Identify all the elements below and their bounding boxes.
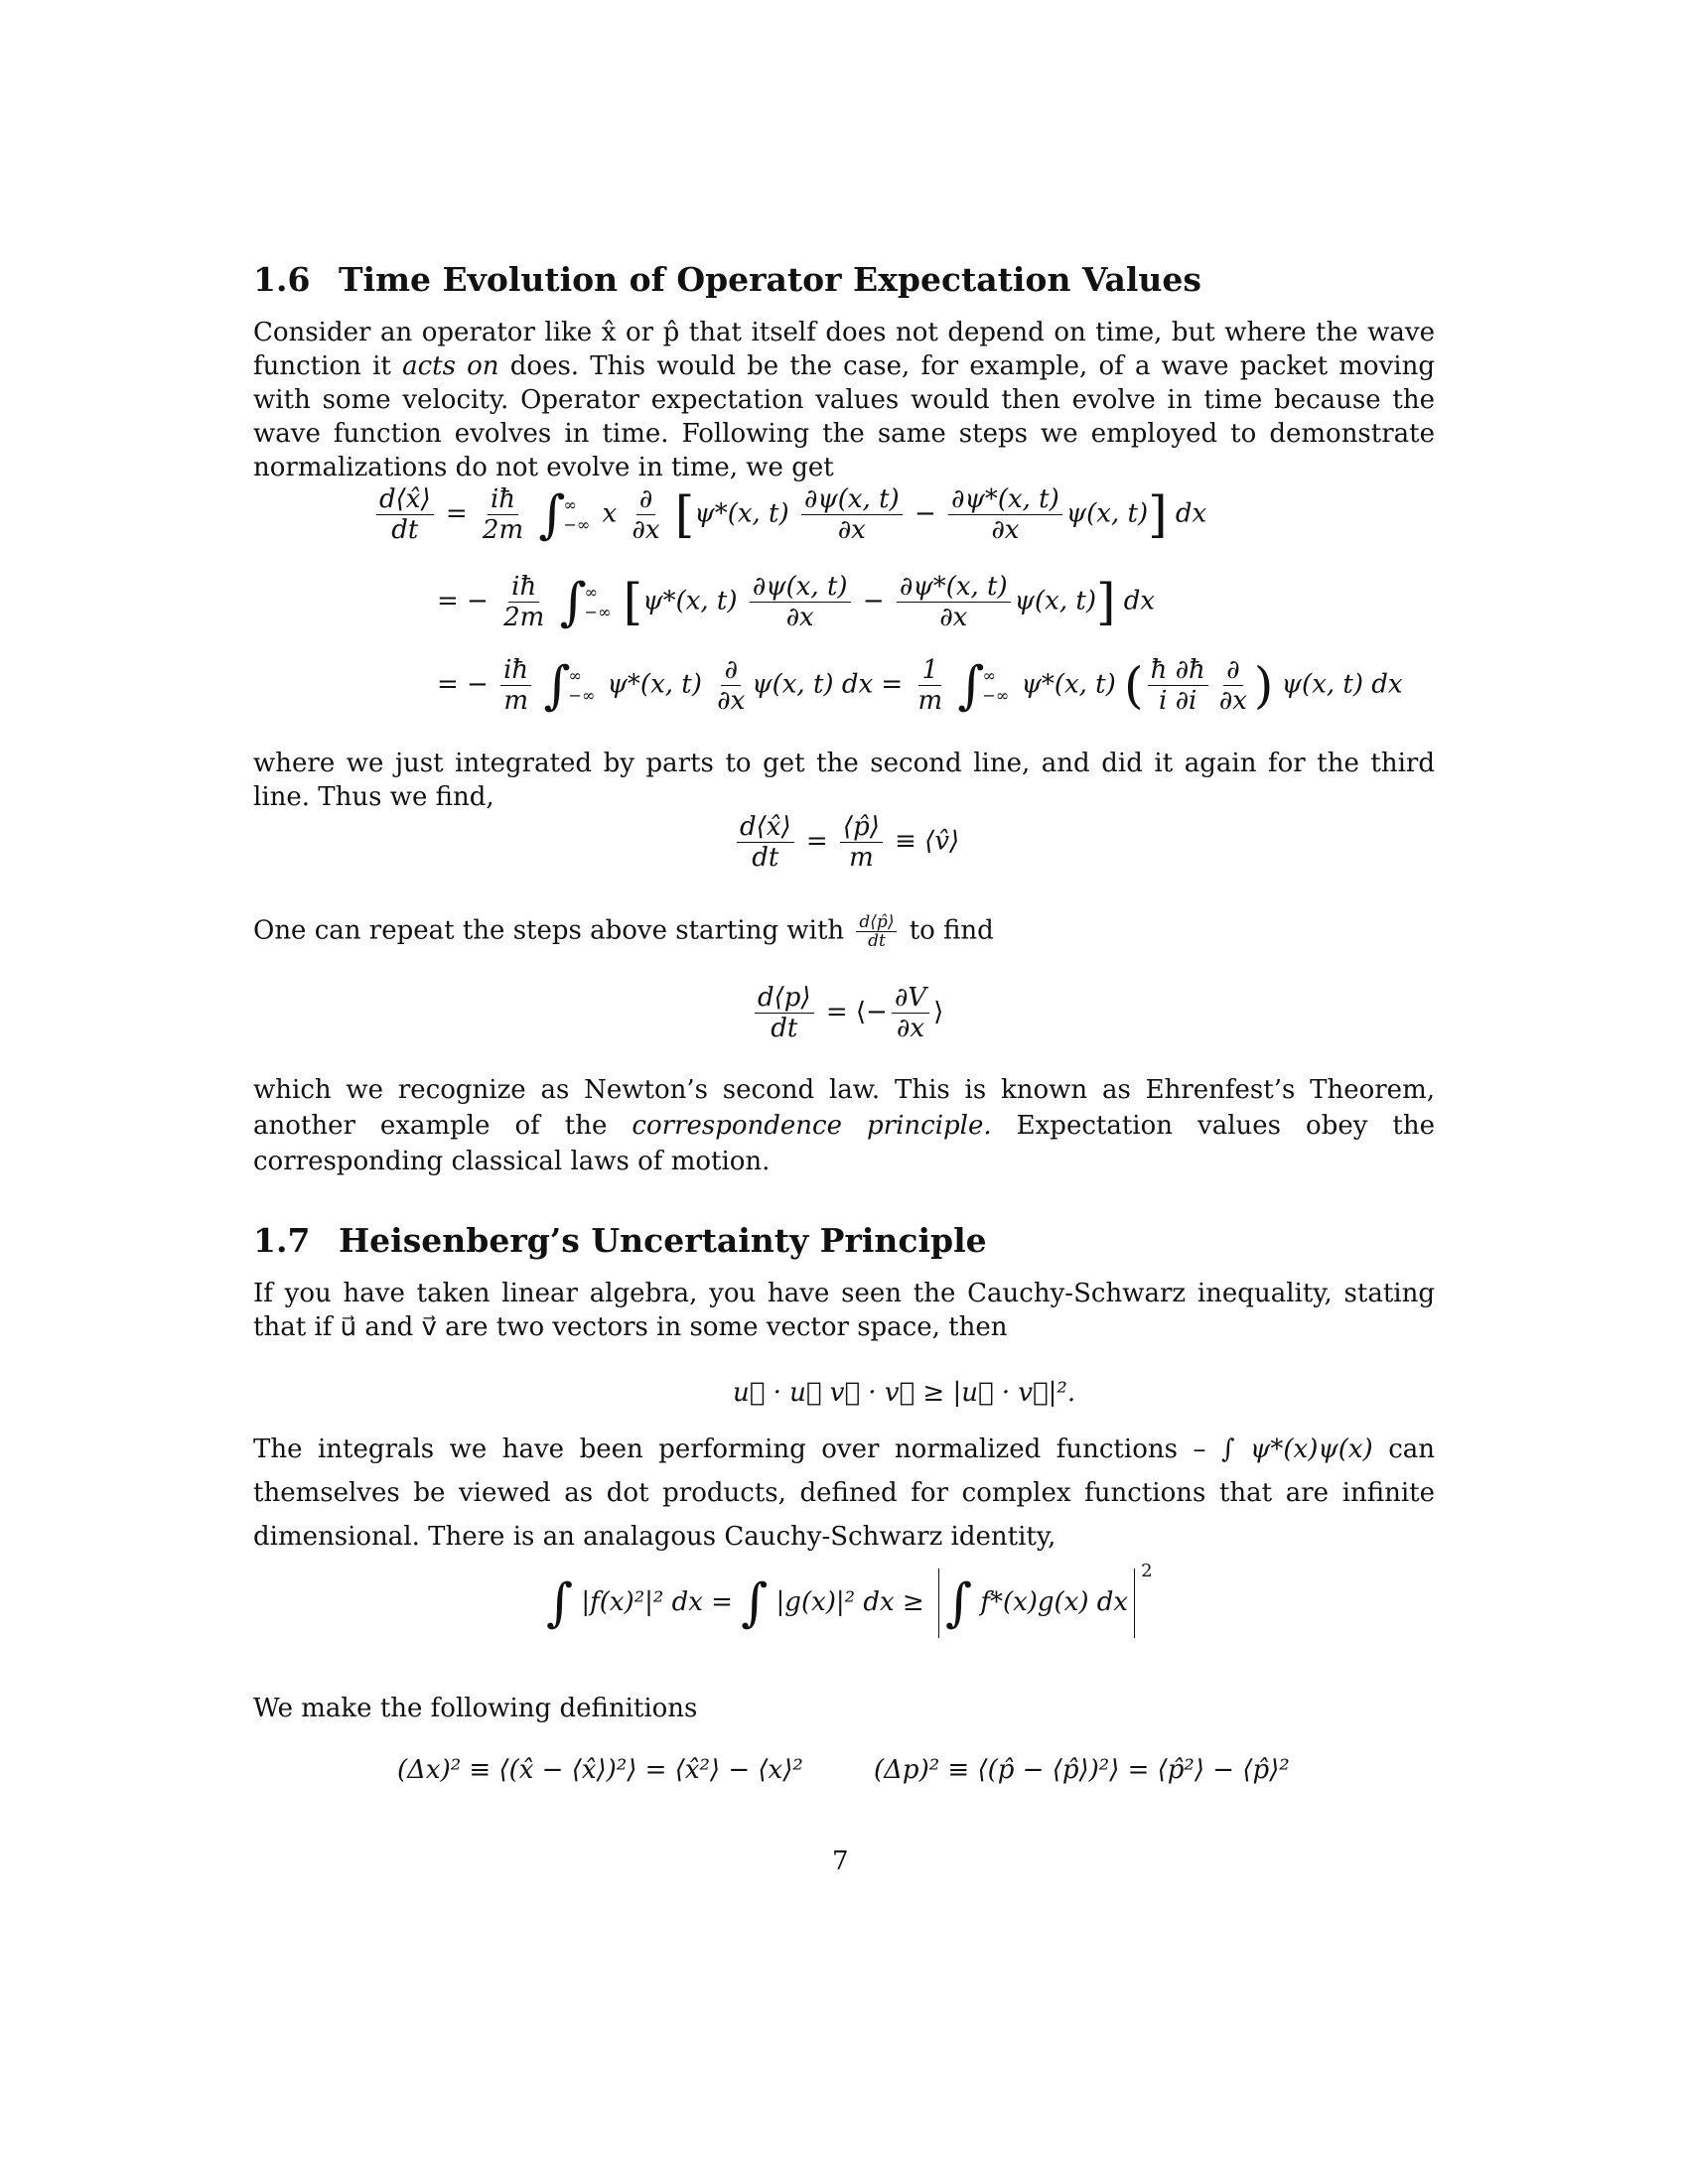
denominator: ∂x <box>717 686 746 716</box>
page-number: 7 <box>832 1846 849 1876</box>
numerator: d⟨p̂⟩ <box>856 913 897 932</box>
minus-sign: − <box>862 586 885 616</box>
newton-paragraph <box>253 1072 1435 1179</box>
psi: ψ(x, t) <box>1065 498 1149 529</box>
definition-delta-p <box>874 1755 1290 1785</box>
vector-inequality: u⃗ · u⃗ v⃗ · v⃗ ≥ |u⃗ · v⃗|². <box>733 1378 1076 1408</box>
fraction-dpsistar <box>948 484 1062 545</box>
denominator: ∂x <box>785 603 814 632</box>
fraction-partial <box>714 655 748 716</box>
denominator: dt <box>391 515 419 545</box>
psi-dx-equals: ψ(x, t) dx = <box>752 669 904 700</box>
denominator: dt <box>771 1014 798 1043</box>
denominator: ∂x <box>939 603 968 632</box>
fraction-partial <box>1216 655 1250 716</box>
left-bracket: [ <box>674 485 695 544</box>
psi-star: ψ*(x, t) <box>607 669 702 700</box>
denominator: ∂x <box>896 1014 924 1043</box>
psi: ψ(x, t) <box>1014 586 1096 616</box>
intro-text-2: does. This would be the case, for example, of a wave packet moving with some velocity. Operator expectation values would then evolve in time because the wave function evolves in time. Following the same steps we employed to demonstrate normalizations do not evolve in time, we get <box>253 351 1435 482</box>
cs-right: f*(x)g(x) dx <box>980 1587 1129 1617</box>
denominator: m <box>917 686 943 716</box>
cs-left: |f(x)²|² dx = <box>581 1587 733 1617</box>
integral-sign: ∫ <box>741 1573 769 1633</box>
newton-text-1: which we recognize as Newton’s second law. This is known as Ehrenfest’s Theorem, another example of the <box>253 1075 1435 1141</box>
definition-delta-x <box>397 1755 803 1785</box>
cauchy-intro-text: If you have taken linear algebra, you have seen the Cauchy-Schwarz inequality, stating that if u⃗ and v⃗ are two vectors in some vector space, then <box>253 1279 1435 1342</box>
integral-limits <box>569 666 596 706</box>
definitions-intro <box>253 1692 1435 1725</box>
denominator: m <box>503 686 528 716</box>
denominator: i ∂i <box>1158 686 1197 716</box>
fraction-ihbar-m <box>500 655 531 716</box>
newton-text-2: Expectation values obey the corresponding classical laws of motion. <box>253 1111 1436 1176</box>
numerator: 1 <box>918 655 941 686</box>
section-number: 1.6 <box>253 260 311 299</box>
denominator: dt <box>868 931 886 951</box>
denominator: ∂x <box>632 515 660 545</box>
upper-limit: ∞ <box>584 582 598 602</box>
fraction-partial <box>629 484 662 545</box>
integrals-text-2: can themselves be viewed as dot products, defined for complex functions that are infinite dimensional. There is an analagous Cauchy-Schwarz identity, <box>253 1434 1435 1552</box>
after-equation-paragraph <box>253 747 1435 814</box>
left-paren: ( <box>1124 656 1144 715</box>
x-var: x <box>602 498 618 529</box>
numerator: ∂V <box>892 983 929 1014</box>
psi-star: ψ*(x, t) <box>1021 669 1116 700</box>
upper-limit: ∞ <box>568 665 582 685</box>
lower-limit: −∞ <box>584 602 612 621</box>
equals-open-angle: = ⟨− <box>825 997 888 1027</box>
section-heading-1-7 <box>253 1221 987 1260</box>
numerator: ⟨p̂⟩ <box>840 812 883 843</box>
numerator: ∂ <box>721 655 740 686</box>
denominator: 2m <box>503 603 545 632</box>
integral-limits <box>563 495 590 535</box>
dx: dx <box>1175 498 1207 529</box>
denominator: ∂x <box>991 515 1020 545</box>
ehrenfest-equation <box>751 983 943 1043</box>
after-equation-text: where we just integrated by parts to get the second line, and did it again for the third line. Thus we find, <box>253 749 1435 812</box>
integral-sign: ∫ <box>546 1573 574 1633</box>
square-exponent: 2 <box>1141 1561 1153 1581</box>
psi-star: ψ*(x, t) <box>642 586 738 616</box>
upper-limit: ∞ <box>563 494 577 514</box>
equals-sign: = <box>445 498 468 529</box>
fraction-dV-dx <box>892 983 929 1043</box>
integral-sign: ∫ <box>559 572 587 632</box>
newton-italic: correspondence principle. <box>632 1111 992 1141</box>
fraction-dx-dt <box>737 812 794 873</box>
cauchy-integral-inequality <box>546 1561 1153 1638</box>
section-heading-1-6 <box>253 260 1201 299</box>
numerator: ∂ <box>1223 655 1242 686</box>
intro-text-1: Consider an operator like x̂ or p̂ that itself does not depend on time, but where the wave function it <box>253 318 1435 381</box>
numerator: iħ <box>488 484 518 515</box>
cauchy-vector-inequality <box>733 1378 1075 1408</box>
denominator: 2m <box>482 515 524 545</box>
delta-x-definition: (Δx)² ≡ ⟨(x̂ − ⟨x̂⟩)²⟩ = ⟨x̂²⟩ − ⟨x⟩² <box>397 1755 803 1785</box>
intro-italic: acts on <box>402 351 499 381</box>
numerator: iħ <box>508 572 539 603</box>
integrals-paragraph <box>253 1428 1435 1559</box>
numerator: ∂ <box>636 484 655 515</box>
fraction-dp-dt <box>755 983 814 1043</box>
equals-sign: = <box>805 826 828 857</box>
repeat-text-1: One can repeat the steps above starting with <box>253 915 853 946</box>
abs-bar-left <box>938 1569 939 1638</box>
definitions-intro-text: We make the following definitions <box>253 1694 698 1723</box>
lower-limit: −∞ <box>982 685 1010 705</box>
minus-sign: − <box>914 498 936 529</box>
numerator: ∂ψ(x, t) <box>750 572 851 603</box>
numerator: ħ ∂ħ <box>1148 655 1208 686</box>
dx: dx <box>1123 586 1156 616</box>
integral-sign: ∫ <box>538 484 566 545</box>
integral-limits <box>982 666 1009 706</box>
fraction-dpsi <box>750 572 851 632</box>
fraction-ihbar-2m <box>480 484 526 545</box>
velocity-equation <box>733 812 959 873</box>
lower-limit: −∞ <box>568 685 596 705</box>
fraction-dx-dt <box>376 484 434 545</box>
equation-line-3 <box>437 655 1403 716</box>
numerator: iħ <box>500 655 531 686</box>
intro-paragraph <box>253 316 1435 484</box>
repeat-steps-line <box>253 913 994 950</box>
integral-sign: ∫ <box>957 655 985 716</box>
cauchy-intro-paragraph <box>253 1277 1435 1344</box>
neg-equals: = − <box>437 586 489 616</box>
lower-limit: −∞ <box>563 514 591 534</box>
integral-limits <box>585 583 612 622</box>
integrals-expr: ∫ ψ*(x)ψ(x) <box>1220 1434 1373 1464</box>
fraction-dp-dt-small <box>856 913 897 950</box>
numerator: ∂ψ*(x, t) <box>948 484 1062 515</box>
denominator: ∂x <box>1218 686 1247 716</box>
repeat-text-2: to find <box>901 915 994 946</box>
denominator: m <box>849 843 874 873</box>
cs-mid: |g(x)|² dx ≥ <box>775 1587 924 1617</box>
psi-star: ψ*(x, t) <box>694 498 789 529</box>
upper-limit: ∞ <box>982 665 996 685</box>
denominator: ∂x <box>837 515 866 545</box>
denominator: dt <box>752 843 779 873</box>
numerator: ∂ψ(x, t) <box>801 484 903 515</box>
fraction-dpsi <box>801 484 903 545</box>
left-bracket: [ <box>623 573 643 631</box>
equation-line-1 <box>372 484 1206 545</box>
numerator: d⟨x̂⟩ <box>376 484 434 515</box>
section-title: Time Evolution of Operator Expectation Values <box>339 260 1201 299</box>
neg-equals: = − <box>437 669 489 700</box>
numerator: d⟨x̂⟩ <box>737 812 794 843</box>
integral-sign: ∫ <box>944 1573 973 1633</box>
equiv-v: ≡ ⟨v̂⟩ <box>895 826 960 857</box>
integral-sign: ∫ <box>543 655 571 716</box>
numerator: d⟨p⟩ <box>755 983 814 1014</box>
close-angle: ⟩ <box>933 997 944 1027</box>
fraction-hbar-i <box>1148 655 1208 716</box>
delta-p-definition: (Δp)² ≡ ⟨(p̂ − ⟨p̂⟩)²⟩ = ⟨p̂²⟩ − ⟨p̂⟩² <box>874 1755 1290 1785</box>
fraction-ihbar-2m <box>500 572 547 632</box>
section-number: 1.7 <box>253 1221 311 1260</box>
right-bracket: ] <box>1095 573 1116 631</box>
equation-line-2 <box>437 572 1155 632</box>
right-bracket: ] <box>1148 485 1168 544</box>
fraction-dpsistar <box>897 572 1011 632</box>
abs-bar-right <box>1134 1569 1135 1638</box>
numerator: ∂ψ*(x, t) <box>897 572 1011 603</box>
section-title: Heisenberg’s Uncertainty Principle <box>339 1221 987 1260</box>
psi-dx: ψ(x, t) dx <box>1281 669 1403 700</box>
right-paren: ) <box>1253 656 1274 715</box>
fraction-1-m <box>914 655 945 716</box>
integrals-text-1: The integrals we have been performing over normalized functions – <box>253 1434 1221 1464</box>
fraction-p-m <box>840 812 883 873</box>
